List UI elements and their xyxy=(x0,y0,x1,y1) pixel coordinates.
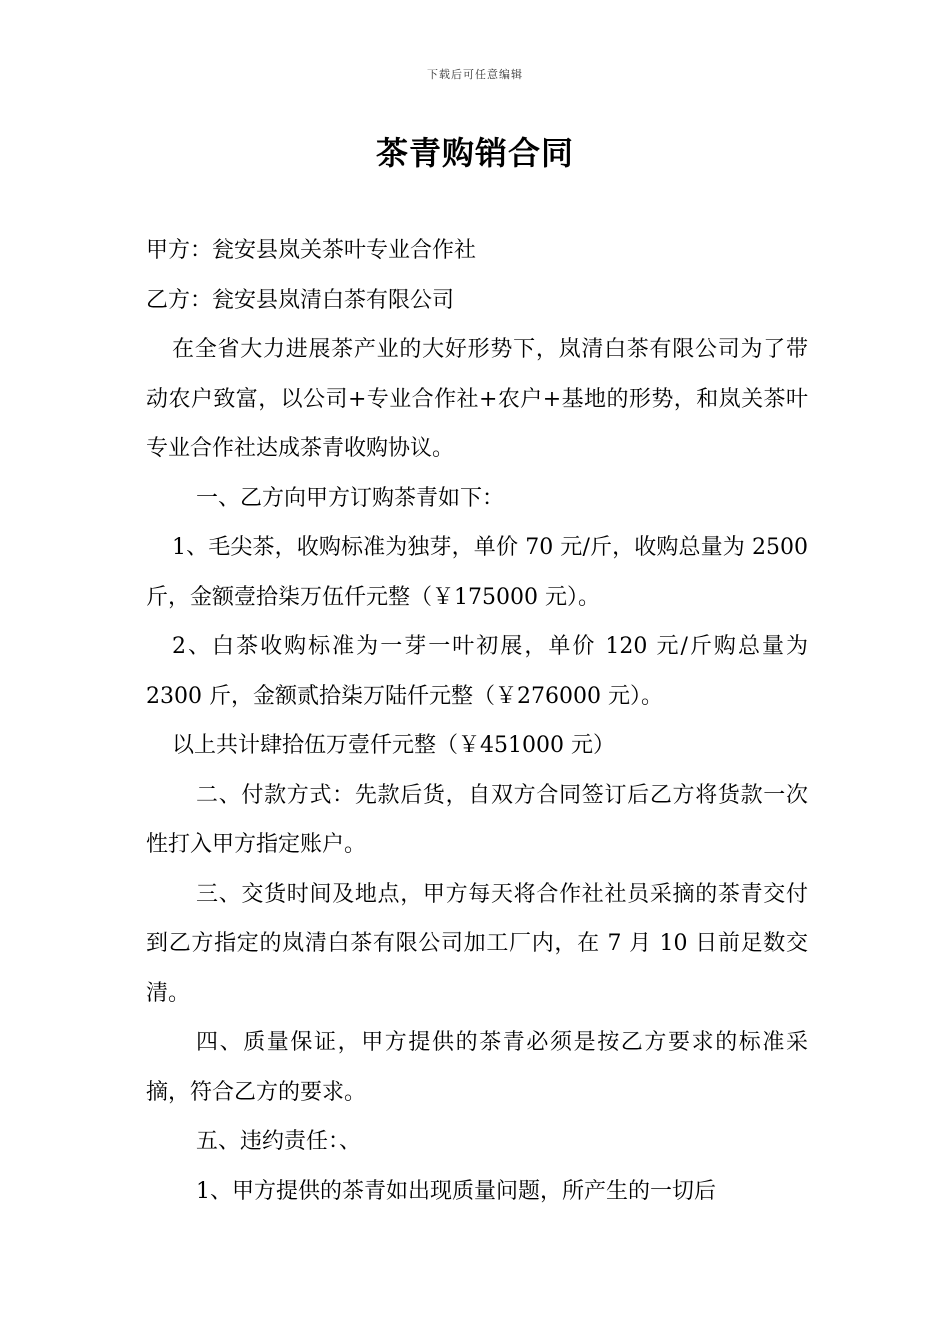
clause-3-delivery: 三、交货时间及地点，甲方每天将合作社社员采摘的茶青交付到乙方指定的岚清白茶有限公司加工厂内，在 7 月 10 日前足数交清。 xyxy=(146,881,808,1006)
preamble-paragraph: 在全省大力进展茶产业的大好形势下，岚清白茶有限公司为了带动农户致富，以公司+专业合作社+农户+基地的形势，和岚关茶叶专业合作社达成茶青收购协议。 xyxy=(146,337,808,461)
party-a-line: 甲方：瓮安县岚关茶叶专业合作社 xyxy=(146,238,477,263)
document-title: 茶青购销合同 xyxy=(375,134,574,172)
clause-1-item-2: 2、白茶收购标准为一芽一叶初展，单价 120 元/斤购总量为 2300 斤，金额贰拾柒万陆仟元整（￥276000 元）。 xyxy=(146,634,808,709)
document-body xyxy=(146,226,808,1216)
page-header-note: 下载后可任意编辑 xyxy=(427,68,523,81)
clause-5-heading: 五、违约责任：、 xyxy=(196,1129,362,1154)
clause-5-item-1: 1、甲方提供的茶青如出现质量问题，所产生的一切后 xyxy=(196,1178,716,1204)
clause-1-total: 以上共计肆拾伍万壹仟元整（￥451000 元） xyxy=(172,733,615,758)
clause-1-heading: 一、乙方向甲方订购茶青如下： xyxy=(196,485,505,511)
clause-4-quality: 四、质量保证，甲方提供的茶青必须是按乙方要求的标准采摘，符合乙方的要求。 xyxy=(146,1030,808,1105)
clause-1-item-1: 1、毛尖茶，收购标准为独芽，单价 70 元/斤，收购总量为 2500 斤，金额壹拾柒万伍仟元整（￥175000 元）。 xyxy=(146,535,808,610)
party-b-line: 乙方：瓮安县岚清白茶有限公司 xyxy=(146,287,455,313)
clause-2-payment: 二、付款方式：先款后货，自双方合同签订后乙方将货款一次性打入甲方指定账户。 xyxy=(146,782,808,857)
